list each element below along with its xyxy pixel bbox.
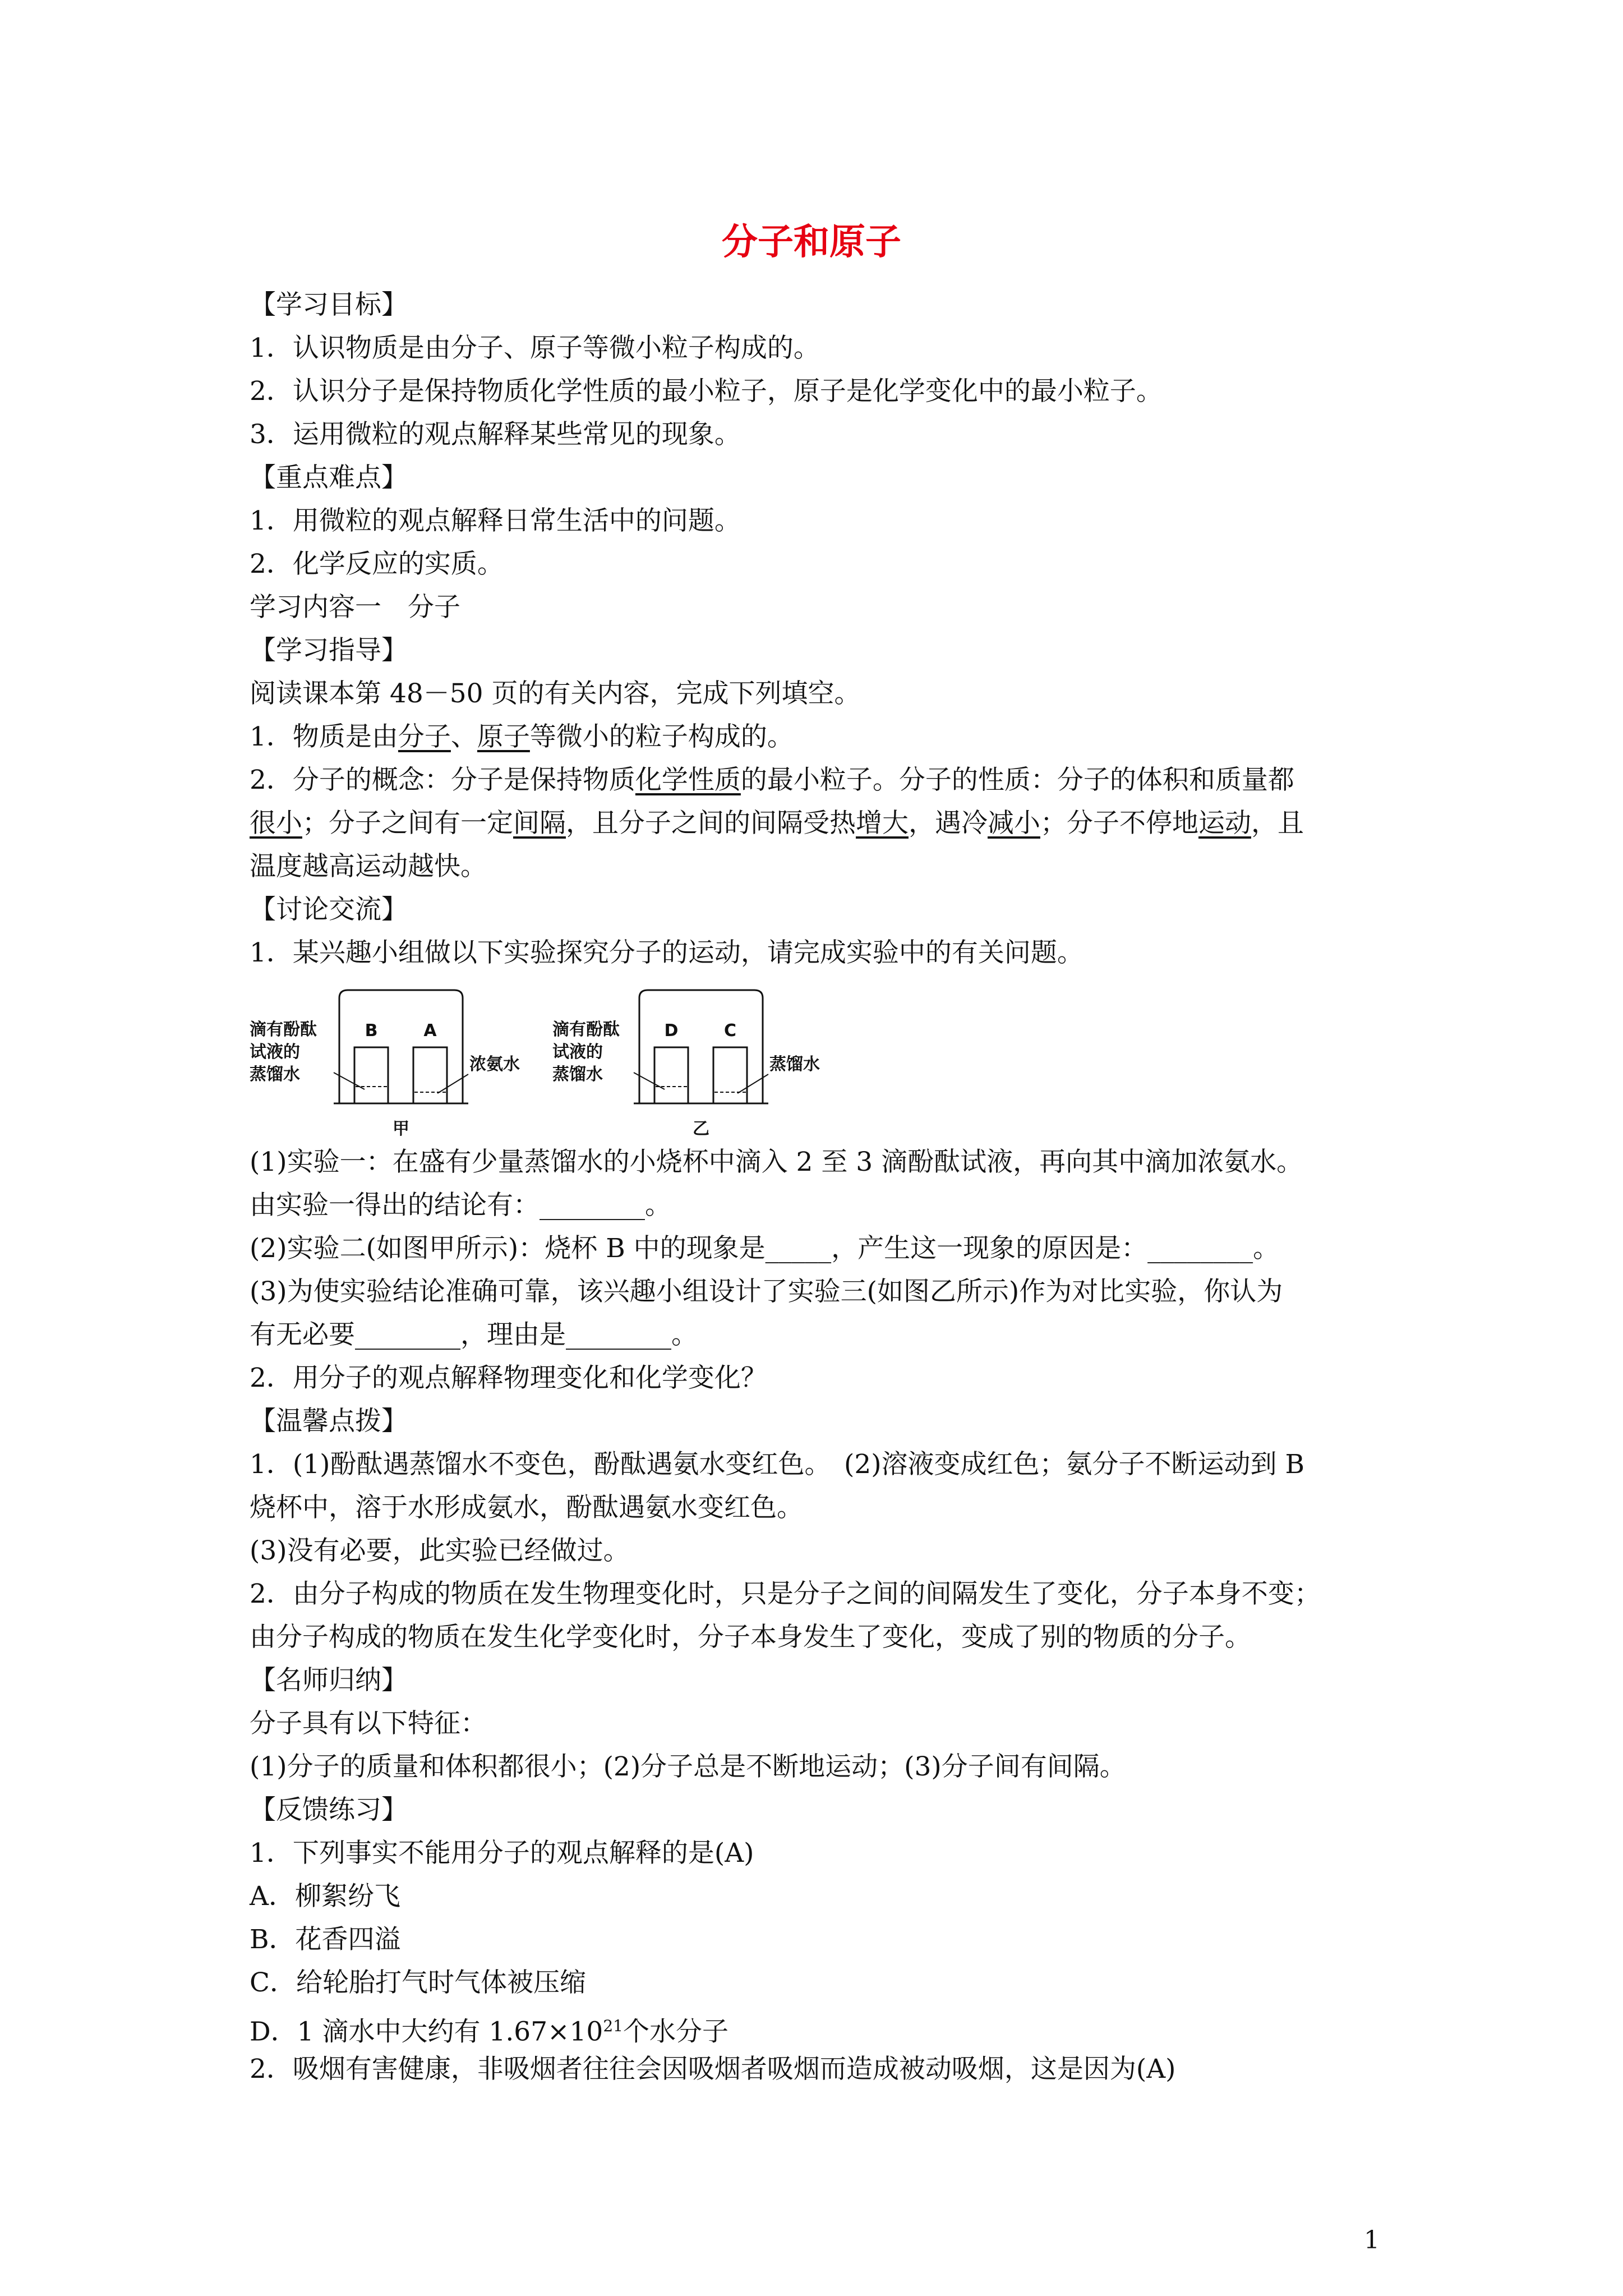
text-line: 由分子构成的物质在发生化学变化时，分子本身发生了变化，变成了别的物质的分子。 xyxy=(250,1622,1251,1653)
answer-motion: 运动 xyxy=(1198,808,1251,839)
experiment-figure xyxy=(250,974,1388,1140)
section-heading-key-points: 【重点难点】 xyxy=(250,462,408,493)
text-line: 由实验一得出的结论有：________。 xyxy=(250,1190,671,1221)
setup-yi xyxy=(552,990,820,1139)
answer-increase: 增大 xyxy=(856,808,909,839)
text-span: 2．分子的概念：分子是保持物质 xyxy=(250,765,635,795)
text-span: 等微小的粒子构成的。 xyxy=(529,721,794,752)
text-line: 有无必要________，理由是________。 xyxy=(250,1319,698,1350)
text-line: (3)没有必要，此实验已经做过。 xyxy=(250,1535,630,1566)
text-line: 阅读课本第 48－50 页的有关内容，完成下列填空。 xyxy=(250,678,861,709)
text-line: 1．某兴趣小组做以下实验探究分子的运动，请完成实验中的有关问题。 xyxy=(250,937,1083,968)
fill-in-line-2c: 温度越高运动越快。 xyxy=(250,851,487,882)
document-body xyxy=(250,283,1388,2091)
experiment-diagram xyxy=(250,974,866,1140)
beaker-label-a: A xyxy=(423,1021,437,1041)
text-line: 1．用微粒的观点解释日常生活中的问题。 xyxy=(250,505,741,536)
beaker-label-b: B xyxy=(365,1021,378,1041)
text-line: 学习内容一 分子 xyxy=(250,592,460,623)
text-line: 1．(1)酚酞遇蒸馏水不变色，酚酞遇氨水变红色。 (2)溶液变成红色；氨分子不断运动到 B xyxy=(250,1449,1305,1480)
question-2: 2．吸烟有害健康，非吸烟者往往会因吸烟者吸烟而造成被动吸烟，这是因为(A) xyxy=(250,2054,1176,2085)
answer-chemical-property: 化学性质 xyxy=(635,765,741,795)
pointer-line xyxy=(634,1073,665,1089)
text-line: (3)为使实验结论准确可靠，该兴趣小组设计了实验三(如图乙所示)作为对比实验，你认为 xyxy=(250,1276,1283,1307)
beaker-d xyxy=(654,1047,688,1103)
text-span: ，遇冷 xyxy=(909,808,988,839)
reagent-label: 蒸馏水 xyxy=(552,1065,603,1084)
fill-in-line-2b xyxy=(250,802,1388,845)
text-line: 2．化学反应的实质。 xyxy=(250,549,504,579)
answer-gap: 间隔 xyxy=(513,808,566,839)
reagent-label: 蒸馏水 xyxy=(250,1065,300,1084)
text-line: 烧杯中，溶于水形成氨水，酚酞遇氨水变红色。 xyxy=(250,1492,803,1523)
text-line: (1)分子的质量和体积都很小；(2)分子总是不断地运动；(3)分子间有间隔。 xyxy=(250,1751,1126,1782)
question-1: 1．下列事实不能用分子的观点解释的是(A) xyxy=(250,1838,754,1869)
text-line: 1．认识物质是由分子、原子等微小粒子构成的。 xyxy=(250,333,820,364)
text-line: (1)实验一：在盛有少量蒸馏水的小烧杯中滴入 2 至 3 滴酚酞试液，再向其中滴加浓氨水。 xyxy=(250,1147,1303,1177)
text-line: 2．用分子的观点解释物理变化和化学变化？ xyxy=(250,1363,767,1393)
section-heading-discussion: 【讨论交流】 xyxy=(250,894,408,925)
text-span: D．1 滴水中大约有 1.67×10 xyxy=(250,2016,603,2047)
text-span: ，且分子之间的间隔受热 xyxy=(566,808,856,839)
text-line: 3．运用微粒的观点解释某些常见的现象。 xyxy=(250,419,741,450)
page-number: 1 xyxy=(1364,2226,1380,2254)
section-heading-guidance: 【学习指导】 xyxy=(250,635,408,666)
section-heading-practice: 【反馈练习】 xyxy=(250,1795,408,1825)
setup-jia xyxy=(250,990,520,1139)
beaker-label-d: D xyxy=(664,1021,679,1041)
beaker-b xyxy=(354,1047,388,1103)
section-heading-tips: 【温馨点拨】 xyxy=(250,1406,408,1437)
section-heading-objectives: 【学习目标】 xyxy=(250,289,408,320)
text-span: ，且 xyxy=(1251,808,1304,839)
text-line: 2．由分子构成的物质在发生物理变化时，只是分子之间的间隔发生了变化，分子本身不变； xyxy=(250,1579,1321,1609)
reagent-label-ammonia: 浓氨水 xyxy=(469,1055,520,1074)
pointer-line xyxy=(437,1074,468,1093)
text-span: 个水分子 xyxy=(623,2016,728,2047)
exponent: 21 xyxy=(603,2017,623,2035)
answer-decrease: 减小 xyxy=(988,808,1040,839)
pointer-line xyxy=(334,1073,365,1089)
text-span: ；分子不停地 xyxy=(1040,808,1198,839)
reagent-label: 滴有酚酞 xyxy=(250,1020,317,1039)
beaker-a xyxy=(413,1047,447,1103)
option-d xyxy=(250,2004,1388,2047)
fill-in-line-2a xyxy=(250,758,1388,802)
reagent-label-water: 蒸馏水 xyxy=(769,1055,820,1074)
reagent-label: 试液的 xyxy=(552,1042,603,1062)
text-span: ；分子之间有一定 xyxy=(302,808,513,839)
option-a: A．柳絮纷飞 xyxy=(250,1881,400,1912)
answer-atom: 原子 xyxy=(477,721,530,752)
answer-very-small: 很小 xyxy=(250,808,302,839)
section-heading-summary: 【名师归纳】 xyxy=(250,1665,408,1696)
beaker-label-c: C xyxy=(723,1021,737,1041)
beaker-c xyxy=(713,1047,747,1103)
answer-molecule: 分子 xyxy=(398,721,451,752)
page-title: 分子和原子 xyxy=(722,222,901,263)
option-c: C．给轮胎打气时气体被压缩 xyxy=(250,1967,586,1998)
reagent-label: 滴有酚酞 xyxy=(552,1020,620,1039)
option-b: B．花香四溢 xyxy=(250,1924,401,1955)
text-span: 、 xyxy=(450,721,477,752)
text-span: 的最小粒子。分子的性质：分子的体积和质量都 xyxy=(740,765,1294,795)
caption-jia: 甲 xyxy=(393,1119,409,1139)
pointer-line xyxy=(737,1074,768,1093)
reagent-label: 试液的 xyxy=(250,1042,300,1062)
text-span: 1．物质是由 xyxy=(250,721,398,752)
text-line: 分子具有以下特征： xyxy=(250,1708,487,1739)
text-line: 2．认识分子是保持物质化学性质的最小粒子，原子是化学变化中的最小粒子。 xyxy=(250,376,1163,407)
caption-yi: 乙 xyxy=(693,1119,709,1139)
text-line: (2)实验二(如图甲所示)：烧杯 B 中的现象是_____，产生这一现象的原因是：________。 xyxy=(250,1233,1280,1264)
fill-in-line-1 xyxy=(250,715,1388,758)
